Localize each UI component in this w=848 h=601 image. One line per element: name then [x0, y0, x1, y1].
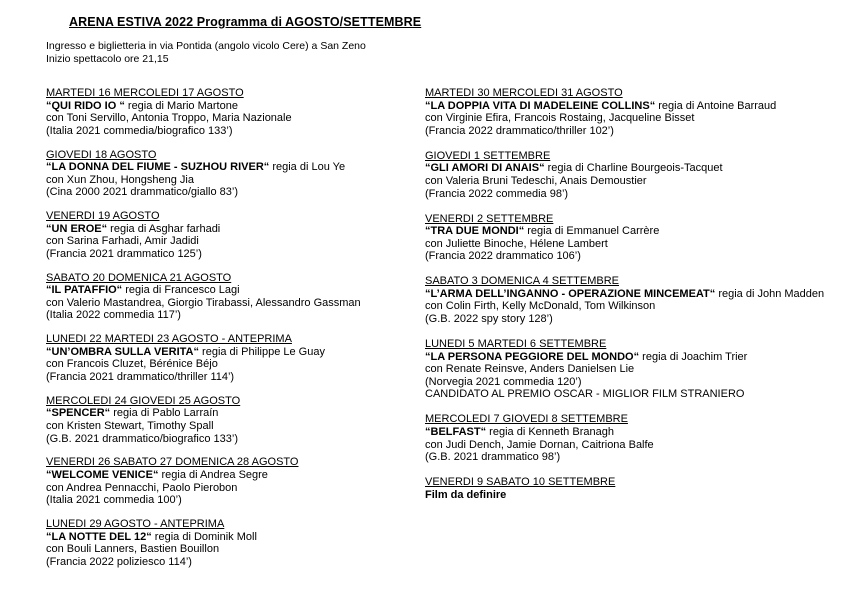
award-note: CANDIDATO AL PREMIO OSCAR - MIGLIOR FILM STRANIERO	[425, 388, 745, 401]
screening-entry	[46, 395, 376, 445]
screening-entry	[46, 210, 376, 260]
program-column-right	[425, 87, 825, 514]
film-tbd: Film da definire	[425, 488, 507, 501]
film-info: (G.B. 2021 drammatico/biografico 133’)	[46, 432, 238, 445]
film-info: (Norvegia 2021 commedia 120’)	[425, 375, 582, 388]
film-info: (Cina 2000 2021 drammatico/giallo 83’)	[46, 186, 238, 199]
film-title: “UN EROE“	[46, 222, 108, 235]
film-title: “WELCOME VENICE“	[46, 468, 159, 481]
film-info: (Francia 2021 drammatico 125’)	[46, 247, 202, 260]
film-title: “LA DONNA DEL FIUME - SUZHOU RIVER“	[46, 161, 270, 174]
screening-date: VENERDI 2 SETTEMBRE	[425, 212, 554, 225]
film-title: “SPENCER“	[46, 407, 111, 420]
film-director: regia di Charline Bourgeois-Tacquet	[544, 162, 723, 175]
screening-date: MERCOLEDI 24 GIOVEDI 25 AGOSTO	[46, 394, 241, 407]
screening-entry	[46, 456, 376, 506]
film-director: regia di Francesco Lagi	[122, 284, 240, 297]
film-cast: con Colin Firth, Kelly McDonald, Tom Wilkinson	[425, 300, 656, 313]
film-director: regia di Joachim Trier	[639, 350, 748, 363]
film-cast: con Juliette Binoche, Hélene Lambert	[425, 237, 608, 250]
film-cast: con Renate Reinsve, Anders Danielsen Lie	[425, 363, 635, 376]
screening-entry	[425, 150, 825, 200]
screening-entry	[425, 213, 825, 263]
film-director: regia di Dominik Moll	[151, 530, 257, 543]
screening-date: VENERDI 26 SABATO 27 DOMENICA 28 AGOSTO	[46, 456, 299, 469]
film-info: (G.B. 2022 spy story 128’)	[425, 313, 553, 326]
film-title: “QUI RIDO IO “	[46, 99, 125, 112]
film-director: regia di Lou Ye	[269, 161, 346, 174]
film-cast: con Valeria Bruni Tedeschi, Anais Demoustier	[425, 174, 647, 187]
film-info: (Francia 2022 drammatico 106’)	[425, 250, 581, 263]
film-title: “LA DOPPIA VITA DI MADELEINE COLLINS“	[425, 99, 656, 112]
film-director: regia di Antoine Barraud	[655, 99, 777, 112]
film-cast: con Francois Cluzet, Bérénice Béjo	[46, 358, 218, 371]
screening-date: GIOVEDI 18 AGOSTO	[46, 148, 157, 161]
show-time: Inizio spettacolo ore 21,15	[46, 53, 169, 65]
screening-entry	[425, 476, 825, 501]
screening-entry	[46, 272, 376, 322]
screening-entry	[46, 518, 376, 568]
film-info: (Francia 2021 drammatico/thriller 114’)	[46, 371, 235, 384]
film-cast: con Valerio Mastandrea, Giorgio Tirabassi, Alessandro Gassman	[46, 296, 361, 309]
film-cast: con Xun Zhou, Hongsheng Jia	[46, 173, 194, 186]
film-title: “L’ARMA DELL’INGANNO - OPERAZIONE MINCEMEAT“	[425, 287, 716, 300]
film-director: regia di Emmanuel Carrère	[524, 225, 660, 238]
film-info: (Francia 2022 poliziesco 114’)	[46, 555, 192, 568]
film-info: (Italia 2021 commedia/biografico 133’)	[46, 124, 233, 137]
screening-entry	[46, 87, 376, 137]
film-title: “UN’OMBRA SULLA VERITA“	[46, 345, 199, 358]
film-director: regia di Asghar farhadi	[107, 222, 221, 235]
screening-date: SABATO 3 DOMENICA 4 SETTEMBRE	[425, 275, 619, 288]
film-cast: con Toni Servillo, Antonia Troppo, Maria Nazionale	[46, 112, 292, 125]
screening-date: LUNEDI 29 AGOSTO - ANTEPRIMA	[46, 517, 225, 530]
screening-date: VENERDI 9 SABATO 10 SETTEMBRE	[425, 476, 616, 489]
film-info: (Italia 2021 commedia 100’)	[46, 494, 182, 507]
film-info: (G.B. 2021 drammatico 98’)	[425, 451, 561, 464]
film-cast: con Bouli Lanners, Bastien Bouillon	[46, 543, 220, 556]
screening-date: MERCOLEDI 7 GIOVEDI 8 SETTEMBRE	[425, 413, 628, 426]
film-cast: con Judi Dench, Jamie Dornan, Caitriona Balfe	[425, 438, 654, 451]
screening-date: VENERDI 19 AGOSTO	[46, 210, 160, 223]
film-director: regia di Mario Martone	[124, 99, 238, 112]
film-director: regia di Philippe Le Guay	[198, 345, 325, 358]
venue-info	[46, 40, 366, 66]
screening-entry	[425, 413, 825, 463]
page-title: ARENA ESTIVA 2022 Programma di AGOSTO/SETTEMBRE	[69, 15, 422, 29]
screening-entry	[425, 338, 825, 401]
film-title: “BELFAST“	[425, 426, 487, 439]
screening-date: LUNEDI 5 MARTEDI 6 SETTEMBRE	[425, 338, 607, 351]
screening-date: MARTEDI 16 MERCOLEDI 17 AGOSTO	[46, 87, 244, 99]
screening-date: SABATO 20 DOMENICA 21 AGOSTO	[46, 271, 232, 284]
film-title: “IL PATAFFIO“	[46, 284, 123, 297]
film-cast: con Virginie Efira, Francois Rostaing, Jacqueline Bisset	[425, 112, 695, 125]
film-title: “TRA DUE MONDI“	[425, 225, 525, 238]
screening-entry	[425, 87, 825, 137]
film-title: “LA PERSONA PEGGIORE DEL MONDO“	[425, 350, 640, 363]
screening-date: MARTEDI 30 MERCOLEDI 31 AGOSTO	[425, 87, 623, 99]
venue-address: Ingresso e biglietteria in via Pontida (angolo vicolo Cere) a San Zeno	[46, 40, 366, 52]
film-info: (Francia 2022 commedia 98’)	[425, 187, 569, 200]
film-title: “GLI AMORI DI ANAIS“	[425, 162, 545, 175]
film-director: regia di Kenneth Branagh	[486, 426, 614, 439]
screening-entry	[425, 275, 825, 325]
screening-entry	[46, 149, 376, 199]
film-info: (Italia 2022 commedia 117’)	[46, 309, 181, 322]
screening-date: GIOVEDI 1 SETTEMBRE	[425, 149, 551, 162]
film-director: regia di John Madden	[715, 287, 825, 300]
film-title: “LA NOTTE DEL 12“	[46, 530, 152, 543]
screening-date: LUNEDI 22 MARTEDI 23 AGOSTO - ANTEPRIMA	[46, 333, 292, 346]
film-cast: con Andrea Pennacchi, Paolo Pierobon	[46, 481, 238, 494]
film-cast: con Sarina Farhadi, Amir Jadidi	[46, 235, 199, 248]
film-director: regia di Andrea Segre	[158, 468, 268, 481]
film-cast: con Kristen Stewart, Timothy Spall	[46, 420, 214, 432]
screening-entry	[46, 333, 376, 383]
film-info: (Francia 2022 drammatico/thriller 102’)	[425, 124, 614, 137]
program-column-left	[46, 87, 376, 580]
film-director: regia di Pablo Larraín	[110, 407, 219, 420]
